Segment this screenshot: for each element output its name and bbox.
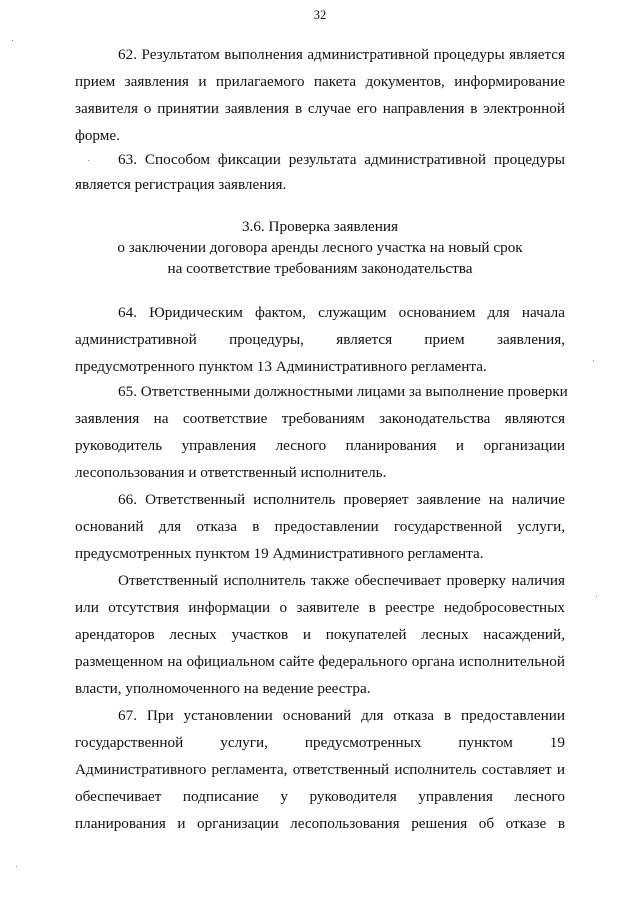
paragraph-66b-line-4: размещенном на официальном сайте федерального органа исполнительной xyxy=(75,653,565,670)
paragraph-66-line-3: предусмотренных пунктом 19 Административного регламента. xyxy=(75,545,484,562)
paragraph-67-line-4: обеспечивает подписание у руководителя управления лесного xyxy=(75,788,565,805)
page-number: 32 xyxy=(313,8,327,22)
paragraph-62-line-2: прием заявления и прилагаемого пакета документов, информирование xyxy=(75,73,565,90)
paragraph-65-line-3: руководитель управления лесного планирования и организации xyxy=(75,437,565,454)
paragraph-65-line-2: заявления на соответствие требованиям законодательства являются xyxy=(75,410,565,427)
paragraph-66b-line-2: или отсутствия информации о заявителе в реестре недобросовестных xyxy=(75,599,565,616)
paragraph-64-line-2: административной процедуры, является прием заявления, xyxy=(75,331,565,348)
paragraph-64-line-1: 64. Юридическим фактом, служащим основанием для начала xyxy=(118,304,565,321)
paragraph-66-line-1: 66. Ответственный исполнитель проверяет заявление на наличие xyxy=(118,491,565,508)
paragraph-62-line-3: заявителя о принятии заявления в случае его направления в электронной xyxy=(75,100,565,117)
paragraph-67-line-5: планирования и организации лесопользования решения об отказе в xyxy=(75,815,565,832)
paragraph-67-line-1: 67. При установлении оснований для отказа в предоставлении xyxy=(118,707,565,724)
scan-speck xyxy=(596,596,597,597)
paragraph-62-line-1: 62. Результатом выполнения административной процедуры является xyxy=(118,46,565,63)
paragraph-65-line-1: 65. Ответственными должностными лицами за выполнение проверки xyxy=(118,383,568,400)
section-heading-line-2: о заключении договора аренды лесного участка на новый срок xyxy=(117,239,523,256)
paragraph-66b-line-3: арендаторов лесных участков и покупателей лесных насаждений, xyxy=(75,626,565,643)
paragraph-66b-line-1: Ответственный исполнитель также обеспечивает проверку наличия xyxy=(118,572,565,589)
paragraph-67-line-2: государственной услуги, предусмотренных пунктом 19 xyxy=(75,734,565,751)
scan-speck xyxy=(12,40,13,41)
paragraph-66-line-2: оснований для отказа в предоставлении государственной услуги, xyxy=(75,518,565,535)
paragraph-62-line-4: форме. xyxy=(75,127,120,144)
paragraph-64-line-3: предусмотренного пунктом 13 Административного регламента. xyxy=(75,358,487,375)
scan-speck xyxy=(16,866,17,867)
paragraph-63-line-2: является регистрация заявления. xyxy=(75,176,287,193)
paragraph-65-line-4: лесопользования и ответственный исполнитель. xyxy=(75,464,387,481)
paragraph-66b-line-5: власти, уполномоченного на ведение реестра. xyxy=(75,680,371,697)
paragraph-67-line-3: Административного регламента, ответственный исполнитель составляет и xyxy=(75,761,565,778)
section-heading-line-1: 3.6. Проверка заявления xyxy=(241,218,399,235)
paragraph-63-line-1: 63. Способом фиксации результата административной процедуры xyxy=(118,151,565,168)
scan-speck xyxy=(593,360,594,361)
section-heading-line-3: на соответствие требованиям законодательства xyxy=(167,260,473,277)
scan-speck xyxy=(88,160,89,161)
